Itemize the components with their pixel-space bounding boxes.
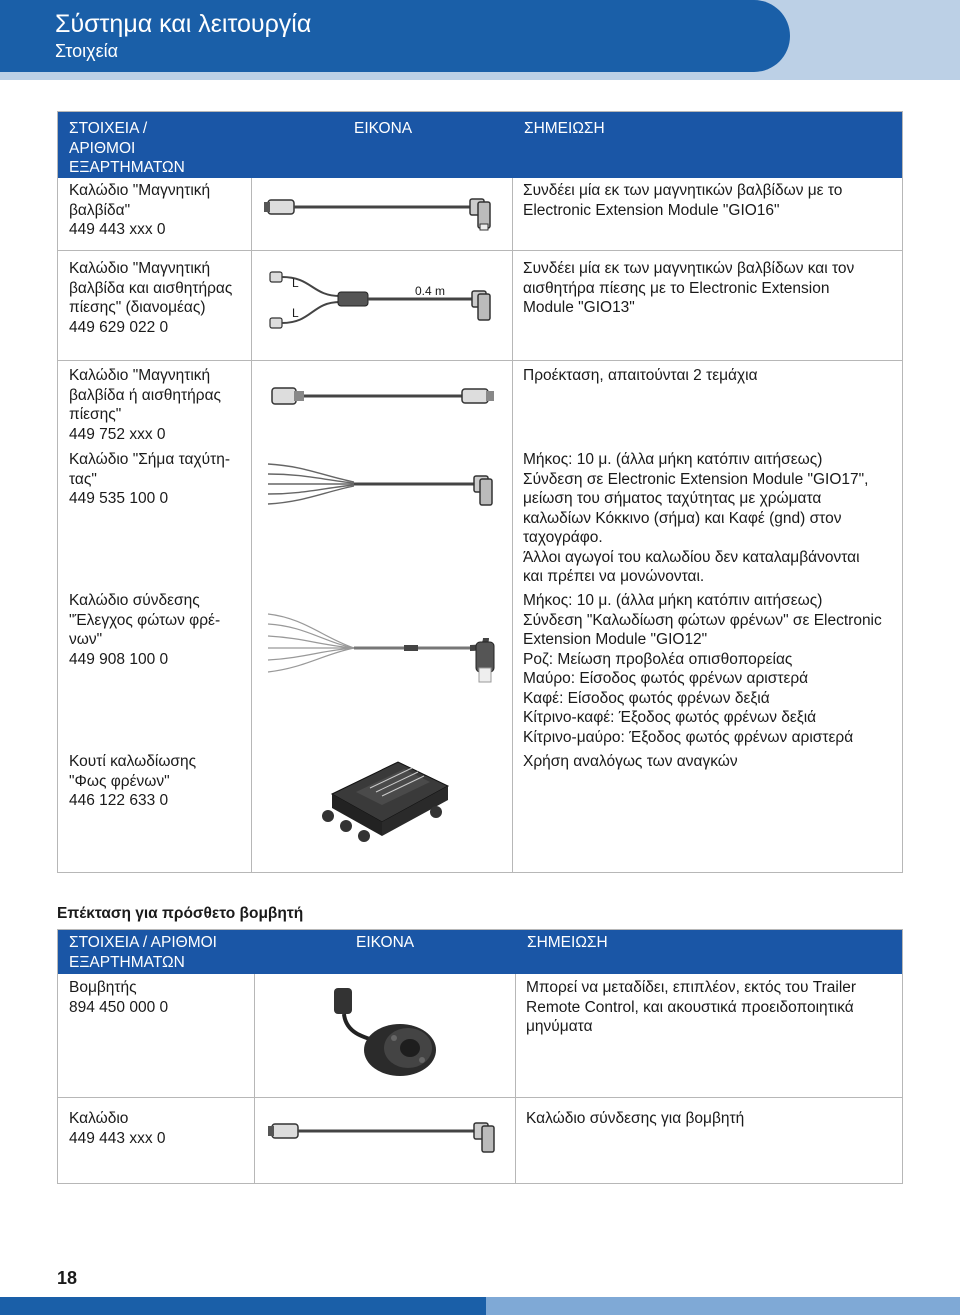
table-row-item: Καλώδιο "Μαγνητική βαλβίδα και αισθητήρας πίεσης" (διανομέας) 449 629 022 0 — [69, 260, 233, 336]
table-header — [58, 112, 902, 178]
splitter-cable-image — [262, 268, 502, 336]
table-row-note: Μήκος: 10 μ. (άλλα μήκη κατόπιν αιτήσεως) Σύνδεση "Καλωδίωση φώτων φρένων" σε Electronic Extension Module "GIO12" Ροζ: Μείωση προβολέα οπισθοπορείας Μαύρο: Είσοδος φωτός φρένων αριστερά Καφέ: Είσοδος φωτός φρένων δεξιά Κίτρινο-καφέ: Έξοδος φωτός φρένων δεξιά Κίτρινο-μαύρο: Έξοδος φωτός φρένων αριστερά — [523, 592, 882, 746]
length-label: 0.4 m — [415, 284, 446, 298]
row-divider — [58, 360, 902, 361]
page-number: 18 — [57, 1268, 78, 1288]
table-row-item: Καλώδιο "Σήμα ταχύτη- τας" 449 535 100 0 — [69, 451, 231, 507]
section-title: Επέκταση για πρόσθετο βομβητή — [57, 905, 304, 922]
extension-cable-image — [268, 380, 498, 414]
table-row-note: Μήκος: 10 μ. (άλλα μήκη κατόπιν αιτήσεως) Σύνδεση σε Electronic Extension Module "GIO17", μείωση του σήματος ταχύτητας με χρώματα καλωδίων Κόκκινο (σήμα) και Καφέ (gnd) στον ταχογράφο. Άλλοι αγωγοί του καλωδίου δεν καταλαμβάνονται και πρέπει να μονώνονται. — [523, 451, 869, 585]
label-l-bottom: L — [292, 306, 299, 320]
column-divider — [512, 178, 513, 872]
row-divider — [58, 1097, 902, 1098]
cable-image — [262, 188, 502, 234]
table-row-note: Συνδέει μία εκ των μαγνητικών βαλβίδων και τον αισθητήρα πίεσης με το Electronic Extension Module "GIO13" — [523, 260, 855, 316]
table-row-note: Συνδέει μία εκ των μαγνητικών βαλβίδων με το Electronic Extension Module "GIO16" — [523, 182, 843, 219]
brake-light-cable-image — [264, 608, 504, 684]
buzzer-cable-image — [266, 1118, 506, 1158]
table-row-item: Βομβητής 894 450 000 0 — [69, 979, 169, 1016]
header-items: ΣΤΟΙΧΕΙΑ / ΑΡΙΘΜΟΙ ΕΞΑΡΤΗΜΑΤΩΝ — [69, 934, 217, 971]
footer-bar — [0, 1297, 486, 1315]
table-row-item: Καλώδιο "Μαγνητική βαλβίδα ή αισθητήρας πίεσης" 449 752 xxx 0 — [69, 367, 222, 443]
label-l-top: L — [292, 276, 299, 290]
header-image: ΕΙΚΟΝΑ — [356, 934, 415, 951]
column-divider — [515, 974, 516, 1183]
table-row-note: Καλώδιο σύνδεσης για βομβητή — [526, 1110, 745, 1127]
table-row-note: Προέκταση, απαιτούνται 2 τεμάχια — [523, 367, 758, 384]
header-items: ΣΤΟΙΧΕΙΑ / ΑΡΙΘΜΟΙ ΕΞΑΡΤΗΜΑΤΩΝ — [69, 120, 185, 176]
table-row-note: Χρήση αναλόγως των αναγκών — [523, 753, 738, 770]
header-note: ΣΗΜΕΙΩΣΗ — [524, 120, 605, 137]
column-divider — [251, 178, 252, 872]
table-row-item: Καλώδιο 449 443 xxx 0 — [69, 1110, 166, 1147]
row-divider — [58, 250, 902, 251]
header-banner — [0, 0, 790, 72]
column-divider — [254, 974, 255, 1183]
buzzer-image — [330, 984, 440, 1080]
table-row-note: Μπορεί να μεταδίδει, επιπλέον, εκτός του Trailer Remote Control, και ακουστικά προειδοποιητικά μηνύματα — [526, 979, 857, 1035]
page-subtitle: Στοιχεία — [55, 41, 119, 61]
header-image: ΕΙΚΟΝΑ — [354, 120, 413, 137]
header-note: ΣΗΜΕΙΩΣΗ — [527, 934, 608, 951]
page-title: Σύστημα και λειτουργία — [55, 10, 312, 38]
table-row-item: Κουτί καλωδίωσης "Φως φρένων" 446 122 633 0 — [69, 753, 197, 809]
table-header — [58, 930, 902, 974]
table-row-item: Καλώδιο σύνδεσης "Έλεγχος φώτων φρέ- νων" 449 908 100 0 — [69, 592, 221, 668]
table-row-item: Καλώδιο "Μαγνητική βαλβίδα" 449 443 xxx 0 — [69, 182, 211, 238]
footer-bar-accent — [486, 1297, 960, 1315]
speed-signal-cable-image — [264, 452, 504, 520]
junction-box-image — [318, 752, 458, 848]
